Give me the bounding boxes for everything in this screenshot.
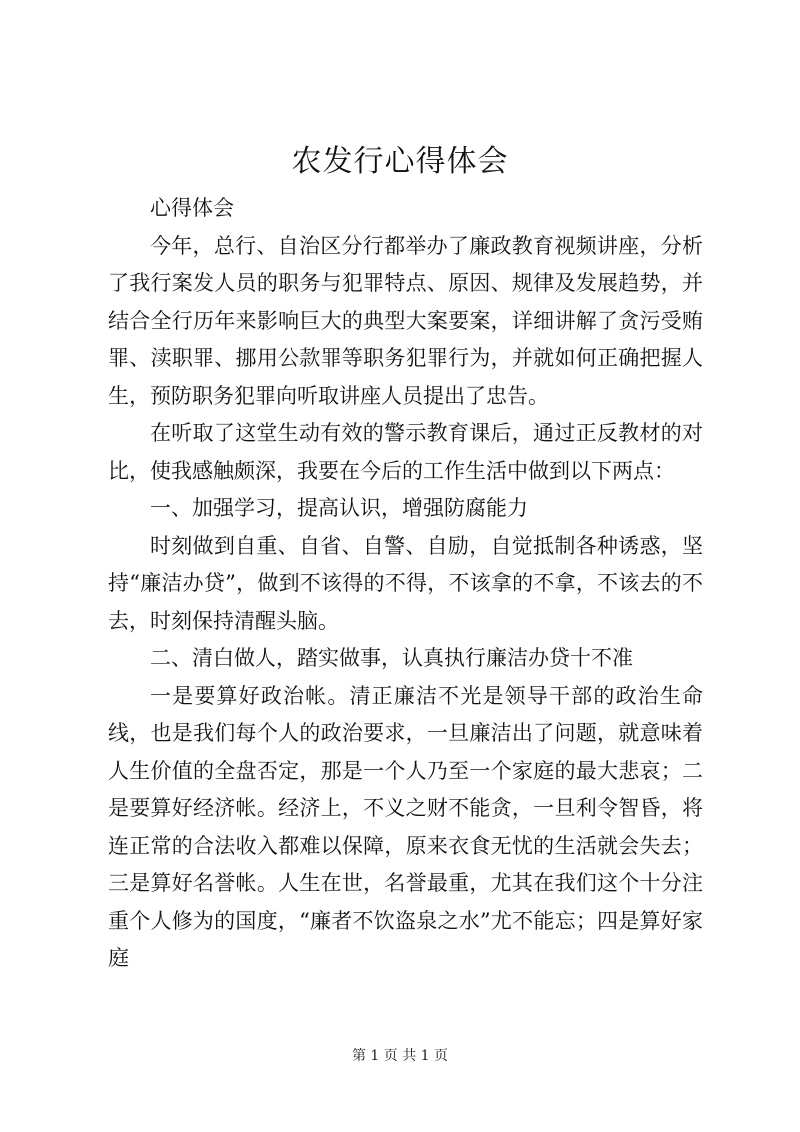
paragraph-section-one: 时刻做到自重、自省、自警、自励，自觉抵制各种诱惑，坚持“廉洁办贷”，做到不该得的不得，不该拿的不拿，不该去的不去，时刻保持清醒头脑。 <box>108 533 703 633</box>
paragraph-reflection: 在听取了这堂生动有效的警示教育课后，通过正反教材的对比，使我感触颇深，我要在今后的工作生活中做到以下两点： <box>108 421 703 483</box>
document-body <box>108 190 703 978</box>
paragraph-section-two: 一是要算好政治帐。清正廉洁不光是领导干部的政治生命线，也是我们每个人的政治要求，一旦廉洁出了问题，就意味着人生价值的全盘否定，那是一个人乃至一个家庭的最大悲哀；二是要算好经济帐。经济上，不义之财不能贪，一旦利令智昏，将连正常的合法收入都难以保障，原来衣食无忧的生活就会失去；三是算好名誉帐。人生在世，名誉最重，尤其在我们这个十分注重个人修为的国度，“廉者不饮盗泉之水”尤不能忘；四是算好家庭 <box>108 683 703 970</box>
document-title: 农发行心得体会 <box>291 144 509 179</box>
paragraph-heading: 心得体会 <box>150 196 234 220</box>
page-footer: 第 1 页 共 1 页 <box>351 1048 449 1064</box>
section-heading-one: 一、加强学习，提高认识，增强防腐能力 <box>150 496 528 520</box>
section-heading-two: 二、清白做人，踏实做事，认真执行廉洁办贷十不准 <box>150 646 633 670</box>
paragraph-intro: 今年，总行、自治区分行都举办了廉政教育视频讲座，分析了我行案发人员的职务与犯罪特点、原因、规律及发展趋势，并结合全行历年来影响巨大的典型大案要案，详细讲解了贪污受贿罪、渎职罪、挪用公款罪等职务犯罪行为，并就如何正确把握人生，预防职务犯罪向听取讲座人员提出了忠告。 <box>108 233 703 408</box>
